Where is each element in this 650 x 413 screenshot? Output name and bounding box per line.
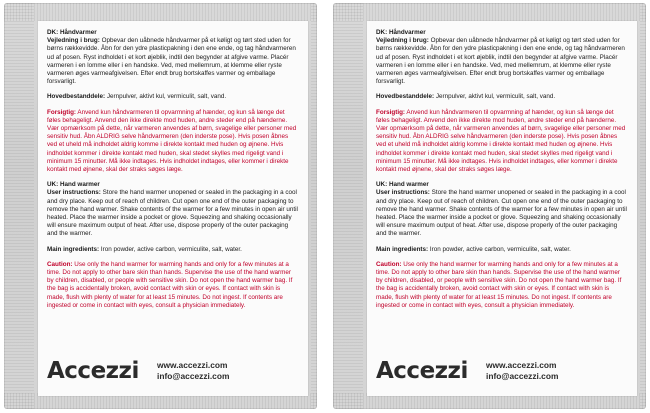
dk-caution-text: Anvend kun håndvarmeren til opvarmning af hænder, og kun så længe det føles behageligt. Anvend den ikke direkte mod huden, andre steder end på hænderne. Vær opmærksom på dette, når varmeren anvendes af børn, svagelige eller personer med sensitiv hud. Åbn ALDRIG selve håndvarmeren (den inderste pose). Hvis posen åbnes ved et uheld må indholdet aldrig komme i direkte kontakt med huden og øjnene. Hvis indholdet kommer i direkte kontakt med huden, skal stedet skylles med rigeligt vand i minimum 15 minutter. Må ikke indtages. Hvis indholdet indtages, eller kommer i direkte kontakt med øjnene, skal der straks søges læge. [47, 108, 297, 174]
brand-contact [157, 360, 229, 382]
uk-usage-text: Store the hand warmer unopened or sealed in the packaging in a cool and dry place. Keep out of reach of children. Cut open one end of the outer packaging to remove the hand warmer. Shake contents of the warmer for a few minutes in open air until heated. Place the warmer inside a pocket or glove. Squeezing and shaking occasionally will ensure maximum output of heat. After use, dispose properly of the outer packaging and the warmer. [47, 189, 298, 238]
dk-caution-text: Anvend kun håndvarmeren til opvarmning af hænder, og kun så længe det føles behageligt. Anvend den ikke direkte mod huden, andre steder end på hænderne. Vær opmærksom på dette, når varmeren anvendes af børn, svagelige eller personer med sensitiv hud. Åbn ALDRIG selve håndvarmeren (den inderste pose). Hvis posen åbnes ved et uheld må indholdet aldrig komme i direkte kontakt med huden og øjnene. Hvis indholdet kommer i direkte kontakt med huden, skal stedet skylles med rigeligt vand i minimum 15 minutter. Må ikke indtages. Hvis indholdet indtages, eller kommer i direkte kontakt med øjnene, skal der straks søges læge. [376, 108, 626, 174]
packet-seal-right [640, 3, 646, 409]
dk-ingredients-text: Jernpulver, aktivt kul, vermiculit, salt, vand. [434, 93, 556, 101]
uk-ingredients-label: Main ingredients: [376, 245, 429, 253]
dk-ingredients-label: Hovedbestanddele: [376, 93, 435, 101]
uk-ingredients [376, 246, 628, 254]
brand-website: www.accezzi.com [157, 360, 228, 370]
uk-ingredients-text: Iron powder, active carbon, vermiculite, salt, water. [99, 245, 242, 253]
uk-caution-text: Use only the hand warmer for warming hands and only for a few minutes at a time. Do not apply to other bare skin than hands. Supervise the use of the hand warmer by children, disabled, or people with sensitive skin. Do not open the hand warmer bag. If the bag is accidentally broken, avoid contact with skin or eyes. If contact with skin is made, flush with plenty of water for at least 15 minutes. Do not ingest. If contents are ingested or come in contact with eyes, consult a physician immediately. [376, 260, 622, 309]
hand-warmer-packet-left [4, 3, 317, 409]
packet-seal-left [333, 3, 363, 409]
accezzi-logo: Accezzi [47, 358, 139, 384]
packet-seal-top [333, 3, 646, 21]
dk-title: DK: Håndvarmer [47, 29, 97, 36]
packet-seal-right [311, 3, 317, 409]
brand-email: info@accezzi.com [157, 371, 230, 381]
brand-contact [486, 360, 558, 382]
dk-usage-label: Vejledning i brug: [376, 37, 429, 45]
dk-ingredients [47, 93, 299, 101]
brand-row [376, 356, 628, 386]
uk-title: UK: Hand warmer [47, 181, 100, 189]
dk-usage-text: Opbevar den uåbnede håndvarmer på et køligt og tørt sted uden for børns rækkevidde. Åbn for den ydre plasticpakning i den ene ende, og tag håndvarmeren ud af posen. Ryst indholdet i et kort øjeblik, indtil den begynder at afgive varme. Placér varmeren i en lomme eller i en handske. Ved, med mellemrum, at klemme eller ryste varmeren øges varmeafgivelsen. Efter endt brug bortskaffes varmer og emballage forsvarligt. [47, 37, 296, 86]
dk-usage [376, 37, 628, 86]
uk-usage-label: User instructions: [47, 189, 101, 197]
dk-usage-label: Vejledning i brug: [47, 37, 100, 45]
uk-usage [47, 189, 299, 238]
uk-usage [376, 189, 628, 238]
uk-caution [47, 261, 299, 310]
dk-caution-label: Forsigtig: [47, 108, 77, 116]
uk-usage-label: User instructions: [376, 189, 430, 197]
brand-email: info@accezzi.com [486, 371, 559, 381]
packet-seal-left [4, 3, 34, 409]
brand-row [47, 356, 299, 386]
dk-ingredients-text: Jernpulver, aktivt kul, vermiculit, salt, vand. [105, 93, 227, 101]
dk-title: DK: Håndvarmer [376, 29, 426, 36]
dk-usage [47, 37, 299, 86]
uk-ingredients-label: Main ingredients: [47, 245, 100, 253]
uk-caution-text: Use only the hand warmer for warming hands and only for a few minutes at a time. Do not apply to other bare skin than hands. Supervise the use of the hand warmer by children, disabled, or people with sensitive skin. Do not open the hand warmer bag. If the bag is accidentally broken, avoid contact with skin or eyes. If contact with skin is made, flush with plenty of water for at least 15 minutes. Do not ingest. If contents are ingested or come in contact with eyes, consult a physician immediately. [47, 260, 293, 309]
packet-label [367, 21, 637, 396]
dk-caution-label: Forsigtig: [376, 108, 406, 116]
uk-ingredients-text: Iron powder, active carbon, vermiculite, salt, water. [428, 245, 571, 253]
accezzi-logo: Accezzi [376, 358, 468, 384]
brand-website: www.accezzi.com [486, 360, 557, 370]
uk-title: UK: Hand warmer [376, 181, 429, 189]
dk-caution [376, 109, 628, 175]
dk-ingredients-label: Hovedbestanddele: [47, 93, 106, 101]
uk-caution-label: Caution: [376, 260, 402, 268]
uk-caution-label: Caution: [47, 260, 73, 268]
packet-seal-top [4, 3, 317, 21]
uk-caution [376, 261, 628, 310]
dk-caution [47, 109, 299, 175]
dk-usage-text: Opbevar den uåbnede håndvarmer på et køligt og tørt sted uden for børns rækkevidde. Åbn for den ydre plasticpakning i den ene ende, og tag håndvarmeren ud af posen. Ryst indholdet i et kort øjeblik, indtil den begynder at afgive varme. Placér varmeren i en lomme eller i en handske. Ved, med mellemrum, at klemme eller ryste varmeren øges varmeafgivelsen. Efter endt brug bortskaffes varmer og emballage forsvarligt. [376, 37, 625, 86]
uk-ingredients [47, 246, 299, 254]
packet-label [38, 21, 308, 396]
dk-ingredients [376, 93, 628, 101]
hand-warmer-packet-right [333, 3, 646, 409]
uk-usage-text: Store the hand warmer unopened or sealed in the packaging in a cool and dry place. Keep out of reach of children. Cut open one end of the outer packaging to remove the hand warmer. Shake contents of the warmer for a few minutes in open air until heated. Place the warmer inside a pocket or glove. Squeezing and shaking occasionally will ensure maximum output of heat. After use, dispose properly of the outer packaging and the warmer. [376, 189, 627, 238]
